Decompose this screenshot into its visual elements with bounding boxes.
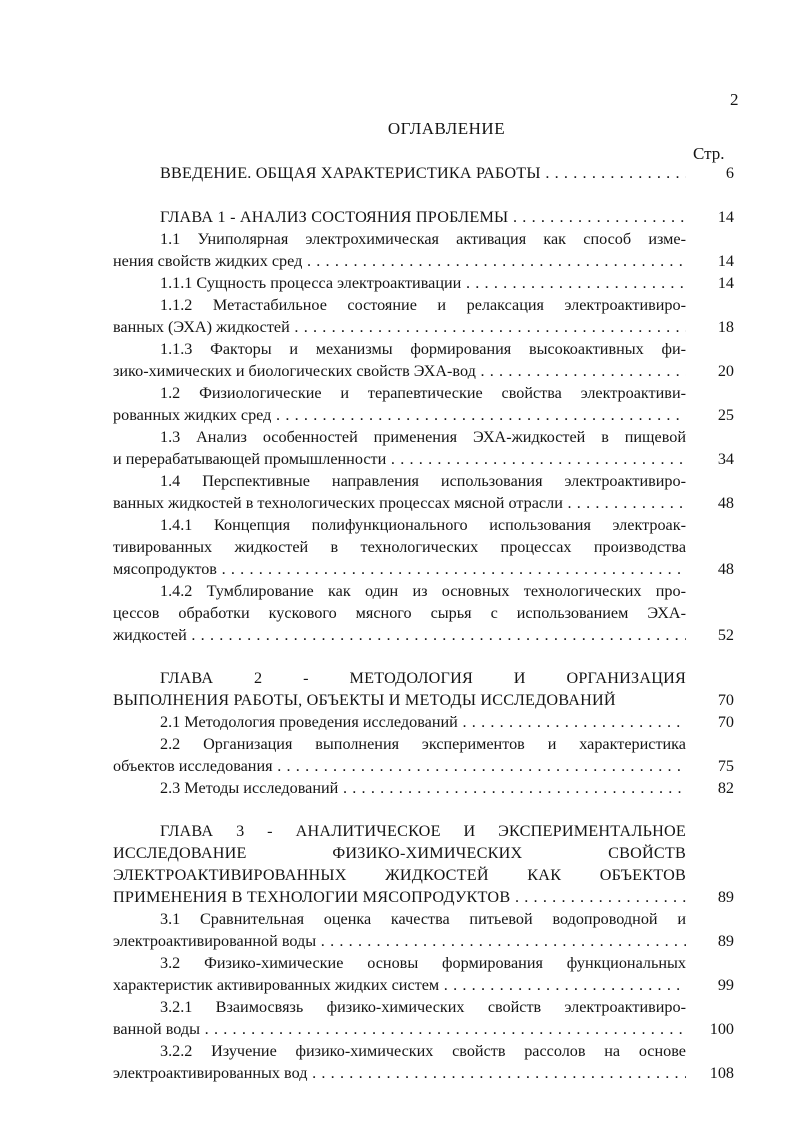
toc-entry-1-4[interactable] bbox=[113, 470, 740, 514]
toc-entry-text: рованных жидких сред . . . bbox=[113, 404, 686, 426]
toc-entry-text: 1.2 Физиологические и терапевтические свойства электроактиви- bbox=[160, 384, 686, 402]
toc-entry-text: 1.3 Анализ особенностей применения ЭХА-жидкостей в пищевой bbox=[160, 428, 686, 446]
toc-entry-text: 2.3 Методы исследований . . . bbox=[113, 777, 686, 799]
toc-entry-text: 1.4 Перспективные направления использования электроактивиро- bbox=[160, 472, 686, 490]
toc-entry-page: 25 bbox=[717, 406, 734, 424]
toc-entry-text: ГЛАВА 2 - МЕТОДОЛОГИЯ И ОРГАНИЗАЦИЯ bbox=[160, 669, 686, 687]
toc-entry-page: 100 bbox=[709, 1020, 734, 1038]
toc-entry-2-1[interactable] bbox=[113, 711, 740, 733]
table-of-contents bbox=[113, 162, 740, 1084]
toc-entry-page: 75 bbox=[717, 757, 734, 775]
toc-entry-text: характеристик активированных жидких систем . . . bbox=[113, 974, 686, 996]
toc-entry-1-1-3[interactable] bbox=[113, 338, 740, 382]
toc-entry-page: 82 bbox=[717, 779, 734, 797]
page-number: 2 bbox=[730, 90, 739, 109]
toc-entry-text: 3.2 Физико-химические основы формирования функциональных bbox=[160, 954, 686, 972]
toc-entry-page: 14 bbox=[717, 252, 734, 270]
toc-entry-text: электроактивированной воды . . . bbox=[113, 930, 686, 952]
page-column-label: Стр. bbox=[693, 144, 725, 163]
toc-entry-2-2[interactable] bbox=[113, 733, 740, 777]
toc-entry-page: 14 bbox=[717, 274, 734, 292]
toc-entry-text: жидкостей . . . bbox=[113, 624, 686, 646]
toc-entry-text: 1.1.3 Факторы и механизмы формирования высокоактивных фи- bbox=[160, 340, 686, 358]
toc-entry-page: 70 bbox=[717, 713, 734, 731]
toc-entry-page: 20 bbox=[717, 362, 734, 380]
toc-entry-text: объектов исследования . . . bbox=[113, 755, 686, 777]
toc-entry-1-3[interactable] bbox=[113, 426, 740, 470]
toc-entry-text: ГЛАВА 1 - АНАЛИЗ СОСТОЯНИЯ ПРОБЛЕМЫ . . . bbox=[113, 206, 686, 228]
toc-entry-text: ЭЛЕКТРОАКТИВИРОВАННЫХ ЖИДКОСТЕЙ КАК ОБЪЕКТОВ bbox=[113, 866, 686, 884]
toc-entry-text: ИССЛЕДОВАНИЕ ФИЗИКО-ХИМИЧЕСКИХ СВОЙСТВ bbox=[113, 844, 686, 862]
toc-entry-chapter-1[interactable] bbox=[113, 206, 740, 228]
page-title: ОГЛАВЛЕНИЕ bbox=[387, 119, 506, 138]
toc-entry-3-1[interactable] bbox=[113, 908, 740, 952]
toc-entry-3-2-1[interactable] bbox=[113, 996, 740, 1040]
toc-entry-page: 6 bbox=[725, 164, 734, 182]
toc-entry-text: 2.2 Организация выполнения экспериментов и характеристика bbox=[160, 735, 686, 753]
toc-entry-3-2[interactable] bbox=[113, 952, 740, 996]
toc-entry-text: ВЫПОЛНЕНИЯ РАБОТЫ, ОБЪЕКТЫ И МЕТОДЫ ИССЛЕДОВАНИЙ bbox=[113, 691, 616, 709]
toc-entry-page: 18 bbox=[717, 318, 734, 336]
toc-entry-1-1-1[interactable] bbox=[113, 272, 740, 294]
toc-entry-intro[interactable] bbox=[113, 162, 740, 184]
toc-entry-text: цессов обработки кускового мясного сырья с использованием ЭХА- bbox=[113, 604, 686, 622]
toc-entry-text: мясопродуктов . . . bbox=[113, 558, 686, 580]
toc-entry-page: 34 bbox=[717, 450, 734, 468]
toc-entry-text: ВВЕДЕНИЕ. ОБЩАЯ ХАРАКТЕРИСТИКА РАБОТЫ . . . bbox=[113, 162, 686, 184]
toc-entry-text: 1.1 Униполярная электрохимическая активация как способ изме- bbox=[160, 230, 686, 248]
toc-entry-page: 14 bbox=[717, 208, 734, 226]
toc-entry-text: 1.1.1 Сущность процесса электроактивации . . . bbox=[113, 272, 686, 294]
toc-entry-text: 3.1 Сравнительная оценка качества питьевой водопроводной и bbox=[160, 910, 686, 928]
toc-entry-page: 89 bbox=[717, 932, 734, 950]
toc-entry-1-1[interactable] bbox=[113, 228, 740, 272]
toc-entry-2-3[interactable] bbox=[113, 777, 740, 799]
toc-entry-text: электроактивированных вод . . . bbox=[113, 1062, 686, 1084]
toc-entry-page: 48 bbox=[717, 560, 734, 578]
toc-entry-text: 3.2.1 Взаимосвязь физико-химических свойств электроактивиро- bbox=[160, 998, 686, 1016]
toc-entry-1-4-1[interactable] bbox=[113, 514, 740, 580]
toc-entry-page: 108 bbox=[709, 1064, 734, 1082]
toc-entry-text: 1.1.2 Метастабильное состояние и релаксация электроактивиро- bbox=[160, 296, 686, 314]
toc-entry-text: нения свойств жидких сред . . . bbox=[113, 250, 686, 272]
toc-entry-1-2[interactable] bbox=[113, 382, 740, 426]
toc-entry-text: зико-химических и биологических свойств ЭХА-вод . . . bbox=[113, 360, 686, 382]
toc-entry-page: 99 bbox=[717, 976, 734, 994]
toc-entry-text: ПРИМЕНЕНИЯ В ТЕХНОЛОГИИ МЯСОПРОДУКТОВ . . . bbox=[113, 886, 686, 908]
toc-entry-text: ванной воды . . . bbox=[113, 1018, 686, 1040]
toc-entry-text: и перерабатывающей промышленности . . . bbox=[113, 448, 686, 470]
toc-entry-text: 1.4.2 Тумблирование как один из основных технологических про- bbox=[160, 582, 686, 600]
toc-entry-text: 3.2.2 Изучение физико-химических свойств рассолов на основе bbox=[160, 1042, 686, 1060]
toc-entry-page: 52 bbox=[717, 626, 734, 644]
toc-entry-text: ГЛАВА 3 - АНАЛИТИЧЕСКОЕ И ЭКСПЕРИМЕНТАЛЬНОЕ bbox=[160, 822, 686, 840]
toc-entry-text: 2.1 Методология проведения исследований . . . bbox=[113, 711, 686, 733]
toc-entry-3-2-2[interactable] bbox=[113, 1040, 740, 1084]
toc-entry-page: 48 bbox=[717, 494, 734, 512]
toc-entry-chapter-2[interactable] bbox=[113, 667, 740, 711]
toc-entry-chapter-3[interactable] bbox=[113, 820, 740, 908]
toc-entry-text: ванных жидкостей в технологических процессах мясной отрасли . . . bbox=[113, 492, 686, 514]
toc-entry-text: тивированных жидкостей в технологических процессах производства bbox=[113, 538, 686, 556]
toc-entry-1-4-2[interactable] bbox=[113, 580, 740, 646]
toc-entry-text: 1.4.1 Концепция полифункционального использования электроак- bbox=[160, 516, 686, 534]
toc-entry-text: ванных (ЭХА) жидкостей . . . bbox=[113, 316, 686, 338]
toc-entry-page: 70 bbox=[717, 691, 734, 709]
toc-entry-1-1-2[interactable] bbox=[113, 294, 740, 338]
toc-entry-page: 89 bbox=[717, 888, 734, 906]
